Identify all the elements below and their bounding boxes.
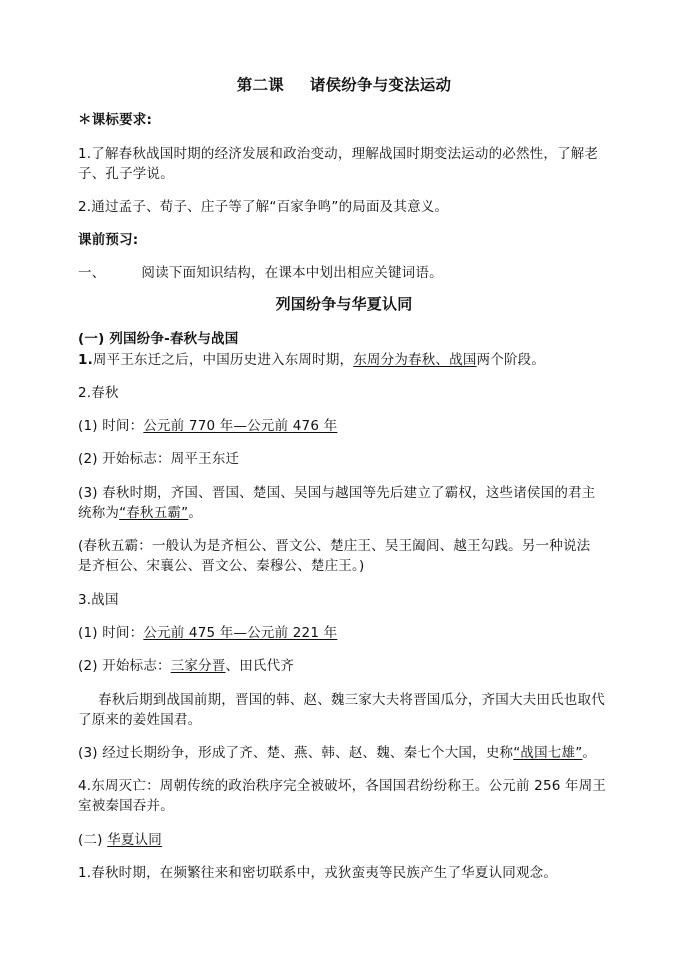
preview-heading: 课前预习: xyxy=(78,232,139,248)
curriculum-item-1-line-2: 子、孔子学说。 xyxy=(78,166,174,182)
chunqiu-time-value: 公元前 770 年—公元前 476 年 xyxy=(143,418,338,434)
lesson-name: 诸侯纷争与变法运动 xyxy=(309,76,452,94)
preview-step-text: 阅读下面知识结构，在课本中划出相应关键词语。 xyxy=(141,265,443,281)
chunqiu-label: 2.春秋 xyxy=(78,385,119,401)
zhanguo-qixiong: “战国七雄” xyxy=(513,745,583,761)
preview-step-number: 一、 xyxy=(78,265,106,281)
chunqiu-p3-line-2 xyxy=(78,504,202,522)
curriculum-item-1-line-1: 1.了解春秋战国时期的经济发展和政治变动，理解战国时期变法运动的必然性，了解老 xyxy=(78,146,599,162)
chunqiu-note-line-2: 是齐桓公、宋襄公、晋文公、秦穆公、楚庄王。) xyxy=(78,558,365,574)
lesson-title xyxy=(0,76,688,94)
p1-underlined: 东周分为春秋、战国 xyxy=(353,352,477,368)
part2-heading-title: 华夏认同 xyxy=(107,832,162,848)
p1-number: 1. xyxy=(78,352,93,368)
zhanguo-start-label: (2) 开始标志： xyxy=(78,658,171,674)
zhanguo-time xyxy=(78,624,337,642)
zhanguo-p3 xyxy=(78,744,596,762)
chunqiu-note-line-1: (春秋五霸：一般认为是齐桓公、晋文公、楚庄王、吴王阖闾、越王勾践。另一种说法 xyxy=(78,538,591,554)
dongzhou-line-1: 4.东周灭亡：周朝传统的政治秩序完全被破坏，各国国君纷纷称王。公元前 256 年周王 xyxy=(78,778,607,794)
part1-heading: (一) 列国纷争-春秋与战国 xyxy=(78,331,239,347)
chunqiu-wuba: “春秋五霸” xyxy=(119,505,189,521)
chunqiu-p3-prefix: 统称为 xyxy=(78,505,120,521)
zhanguo-label: 3.战国 xyxy=(78,592,119,608)
curriculum-item-2: 2.通过孟子、荀子、庄子等了解“百家争鸣”的局面及其意义。 xyxy=(78,199,449,215)
zhanguo-start xyxy=(78,657,294,675)
lesson-number: 第二课 xyxy=(236,76,284,94)
zhanguo-sanjiafenjin: 三家分晋 xyxy=(170,658,226,674)
part2-heading-prefix: (二) xyxy=(78,832,108,848)
part2-paragraph-1: 1.春秋时期，在频繁往来和密切联系中，戎狄蛮夷等民族产生了华夏认同观念。 xyxy=(78,865,558,881)
zhanguo-paragraph-line-2: 了原来的姜姓国君。 xyxy=(78,712,202,728)
chunqiu-time xyxy=(78,417,337,435)
section-title: 列国纷争与华夏认同 xyxy=(275,295,413,313)
part1-paragraph-1 xyxy=(78,351,545,369)
dongzhou-line-2: 室被秦国吞并。 xyxy=(78,798,174,814)
zhanguo-start-suffix: 、田氏代齐 xyxy=(225,658,295,674)
zhanguo-time-value: 公元前 475 年—公元前 221 年 xyxy=(143,625,338,641)
chunqiu-time-label: (1) 时间： xyxy=(78,418,144,434)
zhanguo-p3-prefix: (3) 经过长期纷争，形成了齐、楚、燕、韩、赵、魏、秦七个大国，史称 xyxy=(78,745,514,761)
part2-heading xyxy=(78,831,162,849)
zhanguo-p3-suffix: 。 xyxy=(582,745,597,761)
preview-step xyxy=(78,264,443,282)
p1-text: 周平王东迁之后，中国历史进入东周时期， xyxy=(92,352,354,368)
curriculum-heading: ＊课标要求: xyxy=(78,112,153,128)
chunqiu-start: (2) 开始标志：周平王东迁 xyxy=(78,451,240,467)
zhanguo-time-label: (1) 时间： xyxy=(78,625,144,641)
chunqiu-p3-suffix: 。 xyxy=(188,505,203,521)
zhanguo-paragraph-line-1: 春秋后期到战国前期，晋国的韩、赵、魏三家大夫将晋国瓜分，齐国大夫田氏也取代 xyxy=(98,692,605,708)
p1-suffix: 两个阶段。 xyxy=(476,352,546,368)
chunqiu-p3-line-1: (3) 春秋时期，齐国、晋国、楚国、吴国与越国等先后建立了霸权，这些诸侯国的君主 xyxy=(78,485,596,501)
